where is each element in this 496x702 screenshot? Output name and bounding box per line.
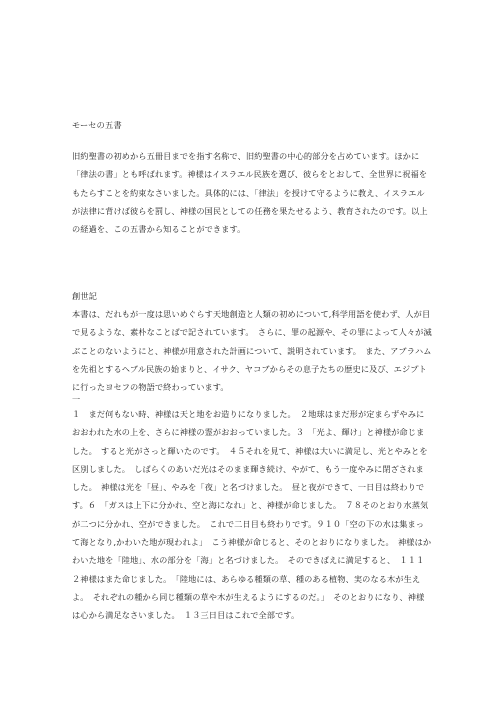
section-title-genesis: 創世記 <box>72 291 98 301</box>
chapter-one-text <box>72 405 432 625</box>
section-title-five-books-of-moses: モーセの五書 <box>72 120 122 130</box>
paragraph-text: 本書は、だれもが一度は思いめぐらす天地創造と人類の初めについて,科学用語を使わず、人が目で見るような、素朴なことばで記されています。 さらに、罪の起源や、その罪によって人々が滅ぶことのないようにと、神様が用意された計画について、説明されています。 また、アブラハムを先祖とするヘブル民族の始まりと、イサク、ヤコブからその息子たちの歴史に及び、エジプトに行ったヨセフの物語で終わっています。 <box>72 309 432 393</box>
section-paragraph-five-books-of-moses <box>72 147 432 238</box>
paragraph-text: 旧約聖書の初めから五冊目までを指す名称で、旧約聖書の中心的部分を占めています。ほかに「律法の書」とも呼ばれます。神様はイスラエル民族を選び、彼らをとおして、全世界に祝福をもたらすことを約束なさいました。具体的には、「律法」を授けて守るように教え、イスラエルが法律に背けば彼らを罰し、神様の国民としての任務を果たせるよう、教育されたのです。以上の経過を、この五書から知ることができます。 <box>72 151 428 235</box>
chapter-marker: 一 <box>72 394 81 404</box>
section-paragraph-genesis-intro <box>72 305 432 396</box>
paragraph-text: １ まだ何もない時、神様は天と地をお造りになりました。 ２地球はまだ形が定まらずやみにおおわれた水の上を、さらに神様の霊がおおっていました。３ 「光よ、輝け」と神様が命じました。 すると光がさっと輝いたのです。 ４５それを見て、神様は大いに満足し、光とやみとを区別しました。 しばらくのあいだ光はそのまま輝き続け、やがて、もう一度やみに閉ざされました。 神様は光を「昼」、やみを「夜」と名づけました。 昼と夜ができて、一日目は終わりです。６ 「ガスは上下に分かれ、空と海になれ」と、神様が命じました。 ７８そのとおり水蒸気が二つに分かれ、空ができました。 これで二日目も終わりです。９１０「空の下の水は集まって海となり,かわいた地が現われよ」 こう神様が命じると、そのとおりになりました。 神様はかわいた地を「陸地」、水の部分を「海」と名づけました。 そのできばえに満足すると、 １１１２神様はまた命じました。 「陸地には、あらゆる種類の草、種のある植物、実のなる木が生えよ。 それぞれの種から同じ種類の草や木が生えるようにするのだ。」 そのとおりになり、神様は心から満足なさいました。 １３三日目はこれで全部です。 <box>72 409 432 621</box>
